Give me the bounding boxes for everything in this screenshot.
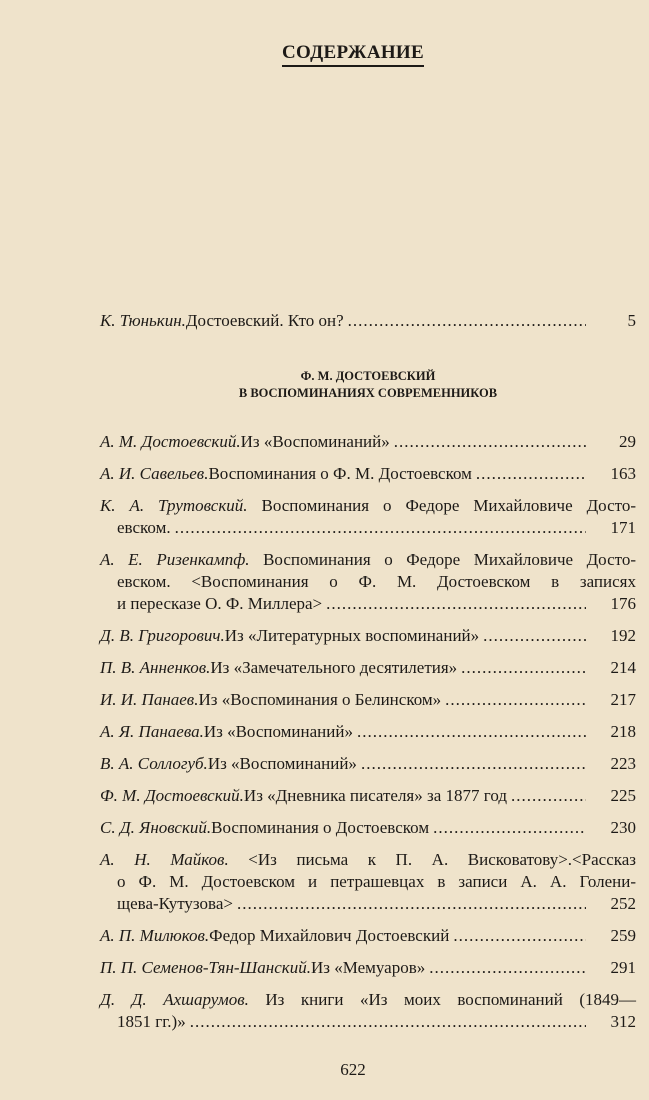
toc-entry	[100, 785, 636, 807]
entry-author: К. Тюнькин.	[100, 311, 186, 330]
entry-title: и пересказе О. Ф. Миллера>	[117, 594, 323, 613]
dot-leader	[326, 593, 586, 615]
entry-title: Достоевский. Кто он?	[185, 311, 344, 330]
dot-leader	[190, 1011, 586, 1033]
entry-title: Из «Воспоминаний»	[240, 432, 390, 451]
entry-page-number: 163	[610, 464, 636, 483]
entry-author: Д. В. Григорович.	[100, 626, 225, 645]
toc-entry-line	[100, 463, 636, 485]
toc-entry-line	[100, 925, 636, 947]
toc-entry-line	[100, 593, 636, 615]
entry-page-number: 171	[610, 518, 636, 537]
toc-entry	[100, 431, 636, 453]
dot-leader	[461, 657, 586, 679]
page-number: 622	[340, 1060, 366, 1079]
dot-leader	[433, 817, 586, 839]
entry-page-number: 291	[610, 958, 636, 977]
entry-author: Ф. М. Достоевский.	[100, 786, 244, 805]
dot-leader	[453, 925, 586, 947]
dot-leader	[429, 957, 586, 979]
entry-page-number: 259	[610, 926, 636, 945]
toc-entry	[100, 495, 636, 539]
entry-page-number: 218	[610, 722, 636, 741]
section-heading-line: Ф. М. ДОСТОЕВСКИЙ	[300, 369, 436, 383]
entry-title: Из «Воспоминаний»	[207, 754, 357, 773]
toc-entry-line	[100, 957, 636, 979]
entry-author: С. Д. Яновский.	[100, 818, 212, 837]
entry-title: Из «Литературных воспоминаний»	[224, 626, 480, 645]
toc-entry-line	[100, 310, 636, 332]
entry-author: А. М. Достоевский.	[100, 432, 241, 451]
toc-entry	[100, 721, 636, 743]
entry-author: А. Н. Майков.	[100, 850, 229, 869]
entry-author: А. И. Савельев.	[100, 464, 209, 483]
entry-title: <Из письма к П. А. Висковатову>.<Рассказ	[248, 850, 636, 869]
toc-entry-line	[100, 549, 636, 571]
toc-entry	[100, 310, 636, 332]
entry-author: А. Я. Панаева.	[100, 722, 204, 741]
toc-entry-line	[100, 893, 636, 915]
toc-entry-line	[100, 517, 636, 539]
toc-entry-line	[100, 1011, 636, 1033]
entry-page-number: 176	[610, 594, 636, 613]
toc-entry	[100, 657, 636, 679]
toc-entry	[100, 989, 636, 1033]
entry-title: щева-Кутузова>	[117, 894, 233, 913]
entry-author: К. А. Трутовский.	[100, 496, 248, 515]
entry-page-number: 252	[610, 894, 636, 913]
entry-title: евском. <Воспоминания о Ф. М. Достоевском в записях	[117, 572, 636, 591]
entry-page-number: 192	[610, 626, 636, 645]
entry-title: Воспоминания о Ф. М. Достоевском	[208, 464, 472, 483]
toc-entry	[100, 817, 636, 839]
entry-author: Д. Д. Ахшарумов.	[100, 990, 249, 1009]
toc-entry	[100, 549, 636, 615]
entry-title: Федор Михайлович Достоевский	[209, 926, 450, 945]
toc-entry	[100, 625, 636, 647]
toc-entry-line	[100, 871, 636, 893]
toc-entry-line	[100, 571, 636, 593]
entry-title: о Ф. М. Достоевском и петрашевцах в записи А. А. Голени-	[117, 872, 636, 891]
entry-page-number: 214	[610, 658, 636, 677]
dot-leader	[394, 431, 586, 453]
toc-entry-line	[100, 495, 636, 517]
toc-entry-line	[100, 753, 636, 775]
entry-page-number: 29	[619, 432, 636, 451]
dot-leader	[348, 310, 586, 332]
entry-title: 1851 гг.)»	[117, 1012, 186, 1031]
page-title: СОДЕРЖАНИЕ	[0, 42, 649, 64]
entry-title: Из «Дневника писателя» за 1877 год	[243, 786, 507, 805]
toc-entry-line	[100, 657, 636, 679]
dot-leader	[445, 689, 586, 711]
toc-entry	[100, 925, 636, 947]
toc-entry	[100, 463, 636, 485]
entry-page-number: 223	[610, 754, 636, 773]
section-heading-line: В ВОСПОМИНАНИЯХ СОВРЕМЕННИКОВ	[238, 386, 498, 400]
dot-leader	[511, 785, 586, 807]
toc-entry-line	[100, 785, 636, 807]
toc-entry-line	[100, 849, 636, 871]
entry-title: евском.	[117, 518, 171, 537]
toc-entry	[100, 957, 636, 979]
entry-page-number: 5	[627, 311, 636, 330]
dot-leader	[357, 721, 586, 743]
entry-title: Из книги «Из моих воспоминаний (1849—	[265, 990, 636, 1009]
entry-page-number: 230	[610, 818, 636, 837]
entry-page-number: 312	[610, 1012, 636, 1031]
entry-title: Из «Воспоминания о Белинском»	[198, 690, 442, 709]
toc-entry	[100, 849, 636, 915]
toc-entry	[100, 689, 636, 711]
dot-leader	[361, 753, 586, 775]
entry-title: Из «Замечательного десятилетия»	[210, 658, 458, 677]
entry-title: Воспоминания о Федоре Михайловиче Досто-	[263, 550, 636, 569]
toc-entry-line	[100, 989, 636, 1011]
entry-author: П. П. Семенов-Тян-Шанский.	[100, 958, 311, 977]
entry-page-number: 217	[610, 690, 636, 709]
toc-entry-line	[100, 689, 636, 711]
toc-entry-line	[100, 721, 636, 743]
entry-author: А. П. Милюков.	[100, 926, 210, 945]
dot-leader	[175, 517, 586, 539]
entry-title: Из «Мемуаров»	[310, 958, 426, 977]
entry-author: И. И. Панаев.	[100, 690, 199, 709]
entry-title: Воспоминания о Достоевском	[211, 818, 430, 837]
dot-leader	[483, 625, 586, 647]
entry-page-number: 225	[610, 786, 636, 805]
toc-entry-line	[100, 817, 636, 839]
toc-entry	[100, 753, 636, 775]
entry-author: П. В. Анненков.	[100, 658, 211, 677]
entry-title: Воспоминания о Федоре Михайловиче Досто-	[261, 496, 637, 515]
toc-list	[100, 431, 636, 1043]
toc-entry-line	[100, 431, 636, 453]
toc-entry-line	[100, 625, 636, 647]
dot-leader	[476, 463, 586, 485]
entry-author: В. А. Соллогуб.	[100, 754, 208, 773]
dot-leader	[237, 893, 586, 915]
entry-title: Из «Воспоминаний»	[203, 722, 353, 741]
toc-intro	[100, 310, 636, 342]
section-heading	[100, 368, 636, 402]
entry-author: А. Е. Ризенкампф.	[100, 550, 250, 569]
